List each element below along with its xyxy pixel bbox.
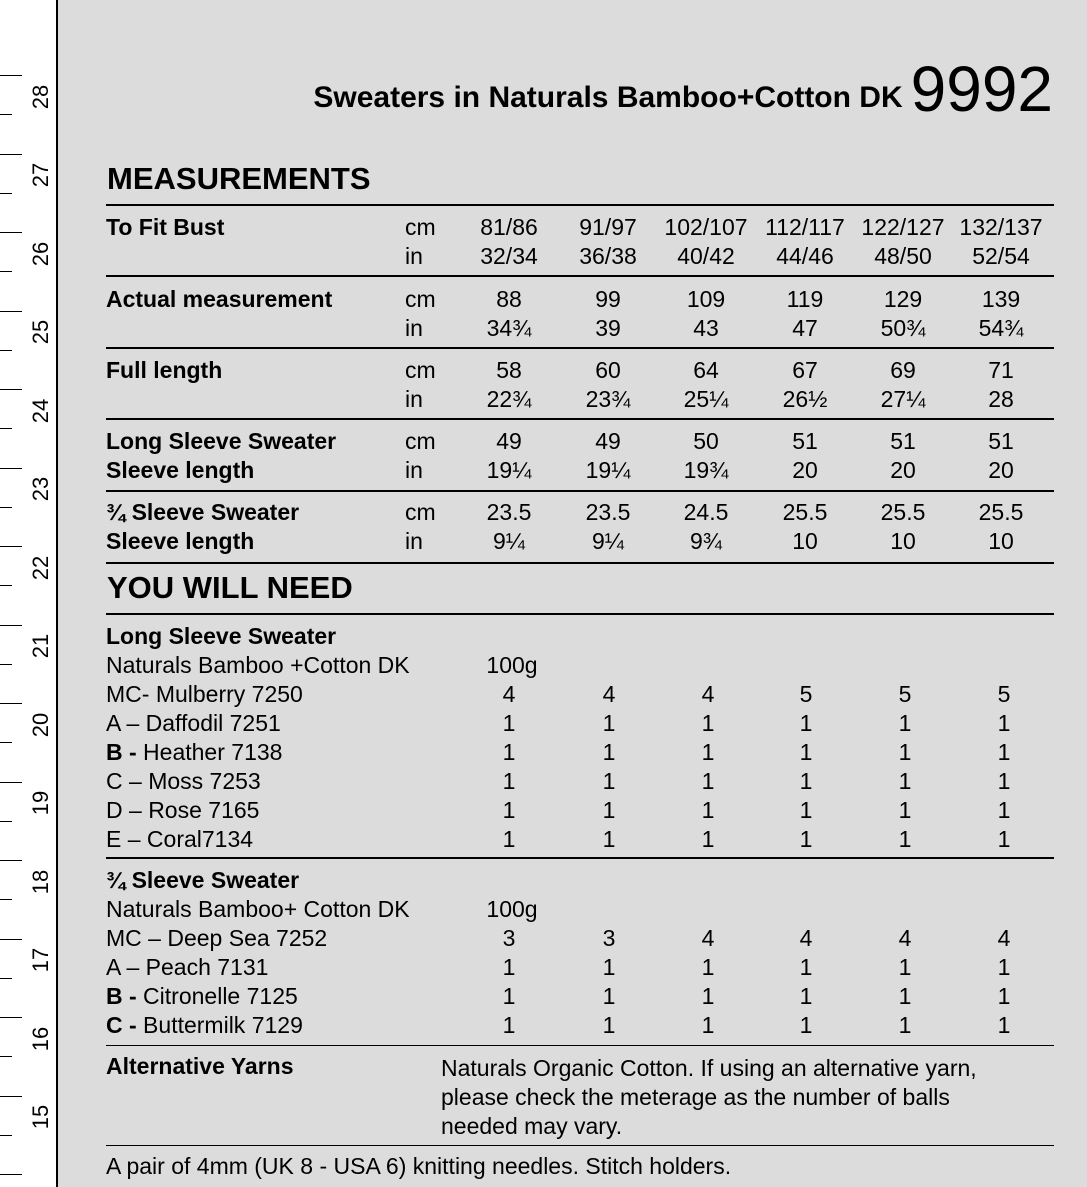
quantity: 1 (799, 768, 813, 794)
value: 9¾ (690, 528, 722, 554)
section-heading: ¾ Sleeve Sweater (106, 867, 300, 893)
quantity: 1 (997, 983, 1011, 1009)
needles-row (106, 1152, 1054, 1181)
value: 49 (595, 428, 621, 454)
colour-code: E (106, 826, 122, 852)
ruler-tick (0, 1174, 22, 1175)
ruler-tick (0, 585, 12, 586)
quantity: 1 (997, 954, 1011, 980)
measurement-row (106, 527, 1054, 556)
value: 10 (792, 528, 818, 554)
unit-label: cm (405, 499, 436, 525)
quantity: 1 (997, 797, 1011, 823)
value: 54¾ (978, 315, 1024, 341)
value: 50 (693, 428, 719, 454)
value: 25.5 (782, 499, 828, 525)
divider (106, 275, 1054, 277)
ruler-tick (0, 978, 12, 979)
value: 34¾ (486, 315, 532, 341)
unit-label: cm (405, 428, 436, 454)
row-label: Full length (106, 357, 223, 383)
colour-code: C (106, 768, 123, 794)
measurement-row (106, 427, 1054, 456)
ruler-tick (0, 350, 12, 351)
ruler-tick (0, 271, 12, 272)
value: 32/34 (480, 243, 538, 269)
pattern-number: 9992 (910, 53, 1053, 125)
value: 25¼ (683, 386, 729, 412)
divider (106, 490, 1054, 492)
quantity: 1 (997, 826, 1011, 852)
value: 58 (496, 357, 522, 383)
divider (106, 1145, 1054, 1146)
ruler-number: 15 (28, 1104, 53, 1130)
measurement-row (106, 498, 1054, 527)
value: 64 (693, 357, 719, 383)
needles-text: A pair of 4mm (UK 8 - USA 6) knitting needles. Stitch holders. (106, 1153, 732, 1179)
value: 51 (890, 428, 916, 454)
value: 20 (988, 457, 1014, 483)
value: 69 (890, 357, 916, 383)
measurement-row (106, 285, 1054, 314)
colour-code: B - (106, 983, 137, 1009)
value: 119 (786, 286, 824, 312)
quantity: 1 (502, 739, 516, 765)
ruler-tick (0, 389, 22, 390)
alternative-yarns-text (441, 1054, 1031, 1141)
quantity: 4 (997, 925, 1011, 951)
value: 43 (693, 315, 719, 341)
ruler-tick (0, 232, 22, 233)
quantity: 4 (799, 925, 813, 951)
ruler-tick (0, 664, 12, 665)
ruler-number: 19 (28, 790, 53, 816)
unit-label: in (405, 457, 423, 483)
colour-name: Citronelle 7125 (136, 983, 298, 1009)
ruler-tick (0, 1135, 12, 1136)
quantity: 1 (799, 983, 813, 1009)
ruler-tick (0, 114, 12, 115)
alternative-yarns-label: Alternative Yarns (106, 1053, 294, 1079)
value: 27¼ (880, 386, 926, 412)
row-label: To Fit Bust (106, 214, 225, 240)
colour-name: Mulberry 7250 (149, 681, 303, 707)
ruler-number: 20 (28, 712, 53, 738)
ruler-tick (0, 821, 12, 822)
value: 20 (890, 457, 916, 483)
unit-label: cm (405, 214, 436, 240)
divider (106, 418, 1054, 420)
ruler-tick (0, 1056, 12, 1057)
colour-code: D (106, 797, 123, 823)
quantity: 1 (997, 1012, 1011, 1038)
colour-row (106, 982, 1054, 1011)
quantity: 1 (502, 1012, 516, 1038)
colour-row (106, 953, 1054, 982)
ruler-tick (0, 899, 12, 900)
value: 26½ (782, 386, 828, 412)
colour-row (106, 825, 1054, 854)
quantity: 1 (898, 797, 912, 823)
ruler-tick (0, 703, 22, 704)
value: 109 (686, 286, 726, 312)
unit-label: in (405, 315, 423, 341)
quantity: 1 (602, 797, 616, 823)
colour-name: – Moss 7253 (122, 768, 261, 794)
value: 25.5 (880, 499, 926, 525)
measurement-row (106, 314, 1054, 343)
colour-row (106, 709, 1054, 738)
colour-code: MC (106, 925, 142, 951)
ruler-number: 27 (28, 162, 53, 188)
ruler-number: 23 (28, 476, 53, 502)
ruler-tick (0, 1017, 22, 1018)
ruler-tick (0, 75, 22, 76)
quantity: 1 (701, 797, 715, 823)
ruler (0, 0, 58, 1187)
value: 60 (595, 357, 621, 383)
value: 23.5 (486, 499, 532, 525)
row-label: Long Sleeve Sweater (106, 428, 337, 454)
quantity: 1 (898, 710, 912, 736)
quantity: 1 (799, 710, 813, 736)
quantity: 1 (502, 797, 516, 823)
quantity: 1 (898, 954, 912, 980)
ruler-tick (0, 1096, 22, 1097)
quantity: 1 (799, 739, 813, 765)
value: 88 (496, 286, 522, 312)
divider (106, 1045, 1054, 1046)
ruler-tick (0, 428, 12, 429)
value: 129 (883, 286, 923, 312)
page-title (313, 52, 1053, 126)
value: 39 (595, 315, 621, 341)
quantity: 1 (898, 1012, 912, 1038)
quantity: 1 (602, 739, 616, 765)
quantity: 1 (898, 826, 912, 852)
quantity: 1 (602, 954, 616, 980)
colour-name: Heather 7138 (136, 739, 283, 765)
quantity: 1 (898, 768, 912, 794)
quantity: 4 (701, 925, 715, 951)
value: 19¼ (585, 457, 631, 483)
colour-code: A (106, 710, 121, 736)
divider (106, 204, 1054, 206)
measurement-row (106, 456, 1054, 485)
quantity: 1 (602, 710, 616, 736)
quantity: 5 (799, 681, 813, 707)
quantity: 1 (602, 826, 616, 852)
quantity: 1 (701, 954, 715, 980)
quantity: 1 (898, 983, 912, 1009)
value: 102/107 (664, 214, 748, 240)
ruler-tick (0, 625, 22, 626)
value: 25.5 (978, 499, 1024, 525)
alternative-line: please check the meterage as the number of balls (441, 1084, 950, 1110)
value: 99 (595, 286, 621, 312)
ruler-tick (0, 193, 12, 194)
value: 10 (988, 528, 1014, 554)
ruler-number: 17 (28, 947, 53, 973)
alternative-line: needed may vary. (441, 1113, 623, 1139)
value: 112/117 (765, 214, 845, 240)
measurement-row (106, 356, 1054, 385)
value: 50¾ (880, 315, 926, 341)
colour-code: B - (106, 739, 137, 765)
value: 67 (792, 357, 818, 383)
measurement-row (106, 385, 1054, 414)
pattern-page (58, 0, 1087, 1187)
colour-name: Buttermilk 7129 (136, 1012, 303, 1038)
colour-row (106, 796, 1054, 825)
divider (106, 857, 1054, 859)
colour-name: – Rose 7165 (122, 797, 260, 823)
quantity: 1 (701, 1012, 715, 1038)
quantity: 1 (701, 739, 715, 765)
ruler-tick (0, 939, 22, 940)
ruler-number: 22 (28, 555, 53, 581)
value: 19¾ (683, 457, 729, 483)
section-heading: Long Sleeve Sweater (106, 623, 337, 649)
value: 51 (988, 428, 1014, 454)
quantity: 1 (701, 826, 715, 852)
unit-label: cm (405, 286, 436, 312)
value: 49 (496, 428, 522, 454)
section-heading-row (106, 866, 1054, 895)
quantity: 1 (997, 739, 1011, 765)
ruler-tick (0, 507, 12, 508)
colour-name: – Coral7134 (121, 826, 254, 852)
colour-code: A (106, 954, 121, 980)
colour-row (106, 924, 1054, 953)
measurement-row (106, 213, 1054, 242)
quantity: 1 (997, 768, 1011, 794)
quantity: 5 (997, 681, 1011, 707)
row-label: Sleeve length (106, 528, 255, 554)
value: 71 (988, 357, 1014, 383)
yarn-name: Naturals Bamboo +Cotton DK (106, 652, 410, 678)
ruler-number: 18 (28, 869, 53, 895)
value: 10 (890, 528, 916, 554)
row-label: Sleeve length (106, 457, 255, 483)
quantity: 1 (799, 1012, 813, 1038)
value: 139 (981, 286, 1021, 312)
quantity: 1 (502, 983, 516, 1009)
colour-row (106, 738, 1054, 767)
unit-label: cm (405, 357, 436, 383)
quantity: 3 (602, 925, 616, 951)
ruler-number: 21 (28, 633, 53, 659)
ruler-tick (0, 311, 22, 312)
value: 44/46 (776, 243, 834, 269)
value: 48/50 (874, 243, 932, 269)
colour-name: – Deep Sea 7252 (141, 925, 328, 951)
divider (106, 613, 1054, 615)
value: 52/54 (972, 243, 1030, 269)
ruler-tick (0, 468, 22, 469)
quantity: 1 (502, 954, 516, 980)
quantity: 1 (701, 710, 715, 736)
value: 81/86 (480, 214, 538, 240)
divider (106, 562, 1054, 564)
section-heading-row (106, 622, 1054, 651)
quantity: 4 (502, 681, 516, 707)
value: 9¼ (592, 528, 624, 554)
yarn-name: Naturals Bamboo+ Cotton DK (106, 896, 410, 922)
quantity: 1 (502, 710, 516, 736)
value: 24.5 (683, 499, 729, 525)
colour-row (106, 1011, 1054, 1040)
value: 91/97 (579, 214, 637, 240)
quantity: 5 (898, 681, 912, 707)
title-text: Sweaters in Naturals Bamboo+Cotton DK (313, 81, 903, 114)
you-will-need-heading: YOU WILL NEED (107, 570, 353, 605)
value: 20 (792, 457, 818, 483)
value: 122/127 (861, 214, 945, 240)
value: 132/137 (959, 214, 1043, 240)
quantity: 4 (898, 925, 912, 951)
row-label: ¾ Sleeve Sweater (106, 499, 300, 525)
colour-row (106, 767, 1054, 796)
ruler-number: 24 (28, 398, 53, 424)
quantity: 1 (799, 797, 813, 823)
quantity: 1 (799, 954, 813, 980)
quantity: 1 (898, 739, 912, 765)
unit-label: in (405, 528, 423, 554)
quantity: 1 (502, 826, 516, 852)
colour-name: – Daffodil 7251 (120, 710, 281, 736)
yarn-row (106, 651, 1054, 680)
value: 22¾ (486, 386, 532, 412)
row-label: Actual measurement (106, 286, 333, 312)
quantity: 1 (502, 768, 516, 794)
ruler-number: 25 (28, 319, 53, 345)
quantity: 1 (701, 768, 715, 794)
ruler-number: 28 (28, 84, 53, 110)
quantity: 1 (602, 1012, 616, 1038)
colour-name: – Peach 7131 (120, 954, 269, 980)
ball-weight: 100g (486, 652, 538, 678)
ruler-number: 26 (28, 241, 53, 267)
yarn-row (106, 895, 1054, 924)
ruler-tick (0, 546, 22, 547)
quantity: 1 (799, 826, 813, 852)
quantity: 1 (997, 710, 1011, 736)
value: 23.5 (585, 499, 631, 525)
value: 23¾ (585, 386, 631, 412)
colour-code: C - (106, 1012, 137, 1038)
value: 51 (792, 428, 818, 454)
quantity: 4 (602, 681, 616, 707)
colour-row (106, 680, 1054, 709)
ruler-tick (0, 782, 22, 783)
value: 36/38 (579, 243, 637, 269)
divider (106, 347, 1054, 349)
value: 28 (988, 386, 1014, 412)
quantity: 1 (602, 768, 616, 794)
colour-code: MC- (106, 681, 150, 707)
ruler-tick (0, 742, 12, 743)
value: 19¼ (486, 457, 532, 483)
measurement-row (106, 242, 1054, 271)
unit-label: in (405, 386, 423, 412)
value: 40/42 (677, 243, 735, 269)
quantity: 1 (701, 983, 715, 1009)
quantity: 3 (502, 925, 516, 951)
value: 47 (792, 315, 818, 341)
value: 9¼ (493, 528, 525, 554)
ruler-tick (0, 860, 22, 861)
measurements-heading: MEASUREMENTS (107, 161, 371, 196)
alternative-line: Naturals Organic Cotton. If using an alternative yarn, (441, 1055, 977, 1081)
ruler-tick (0, 154, 22, 155)
quantity: 1 (602, 983, 616, 1009)
unit-label: in (405, 243, 423, 269)
ball-weight: 100g (486, 896, 538, 922)
ruler-number: 16 (28, 1026, 53, 1052)
quantity: 4 (701, 681, 715, 707)
